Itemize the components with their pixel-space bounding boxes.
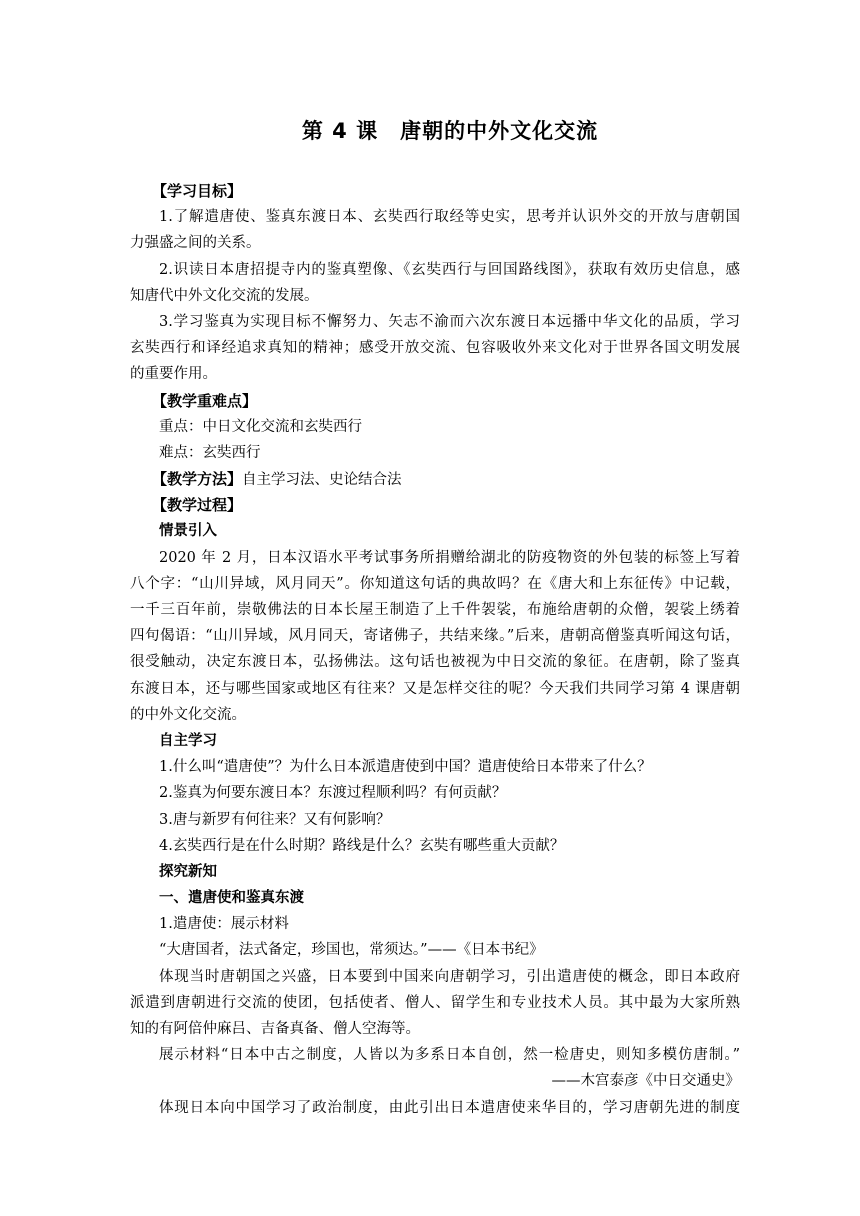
lesson-title: 第 4 课 唐朝的中外文化交流 bbox=[301, 119, 599, 143]
intro-header: 情景引入 bbox=[159, 523, 217, 540]
intro-line-1: 2020 年 2 月，日本汉语水平考试事务所捐赠给湖北的防疫物资的外包装的标签上写着 bbox=[159, 549, 740, 566]
question-4: 4.玄奘西行是在什么时期？路线是什么？玄奘有哪些重大贡献？ bbox=[159, 837, 565, 854]
intro-line-4: 四句偈语：“山川异域，风月同天，寄诸佛子，共结来缘。”后来，唐朝高僧鉴真听闻这句话， bbox=[130, 628, 740, 645]
self-study-header: 自主学习 bbox=[159, 732, 217, 749]
objective-1-line-2: 力强盛之间的关系。 bbox=[130, 235, 261, 252]
part-1-subheading: 1.遣唐使：展示材料 bbox=[159, 916, 289, 933]
document-body bbox=[130, 178, 740, 1121]
explore-header: 探究新知 bbox=[159, 863, 217, 880]
method-header: 【教学方法】 bbox=[152, 470, 243, 489]
key-point: 重点：中日文化交流和玄奘西行 bbox=[159, 418, 362, 435]
objectives-header: 【学习目标】 bbox=[152, 182, 243, 200]
part-1-quote: “大唐国者，法式备定，珍国也，常须达。”——《日本书纪》 bbox=[159, 942, 544, 959]
part-1-header: 一、遣唐使和鉴真东渡 bbox=[159, 890, 304, 907]
question-3: 3.唐与新罗有何往来？又有何影响？ bbox=[159, 811, 391, 828]
question-1: 1.什么叫“遣唐使”？为什么日本派遣唐使到中国？遣唐使给日本带来了什么？ bbox=[159, 759, 652, 776]
intro-line-2: 八个字：“山川异域，风月同天”。你知道这句话的典故吗？在《唐大和上东征传》中记载， bbox=[130, 575, 740, 592]
intro-line-3: 一千三百年前，崇敬佛法的日本长屋王制造了上千件袈裟，布施给唐朝的众僧，袈裟上绣着 bbox=[130, 602, 740, 618]
objective-3-line-1: 3.学习鉴真为实现目标不懈努力、矢志不渝而六次东渡日本远播中华文化的品质，学习 bbox=[159, 313, 740, 330]
part-1-last-line: 体现日本向中国学习了政治制度，由此引出日本遣唐使来华目的，学习唐朝先进的制度 bbox=[159, 1099, 740, 1116]
part-1-line-3: 知的有阿倍仲麻吕、吉备真备、僧人空海等。 bbox=[130, 1021, 420, 1037]
intro-line-5: 很受触动，决定东渡日本，弘扬佛法。这句话也被视为中日交流的象征。在唐朝，除了鉴真 bbox=[130, 654, 740, 671]
part-1-source: ——木宫泰彦《中日交通史》 bbox=[551, 1073, 740, 1090]
key-points-header: 【教学重难点】 bbox=[152, 391, 258, 410]
objective-3-line-3: 的重要作用。 bbox=[130, 366, 217, 383]
method-line bbox=[130, 466, 740, 492]
process-header: 【教学过程】 bbox=[152, 496, 243, 515]
intro-line-7: 的中外文化交流。 bbox=[130, 706, 246, 723]
difficult-point: 难点：玄奘西行 bbox=[159, 444, 261, 461]
intro-line-6: 东渡日本，还与哪些国家或地区有往来？又是怎样交往的呢？今天我们共同学习第 4 课唐朝 bbox=[130, 680, 740, 697]
part-1-line-2: 派遣到唐朝进行交流的使团，包括使者、僧人、留学生和专业技术人员。其中最为大家所熟 bbox=[130, 994, 740, 1011]
objective-3-line-2: 玄奘西行和译经追求真知的精神；感受开放交流、包容吸收外来文化对于世界各国文明发展 bbox=[130, 340, 740, 357]
method-text: 自主学习法、史论结合法 bbox=[242, 472, 402, 489]
objective-2-line-1: 2.识读日本唐招提寺内的鉴真塑像、《玄奘西行与回国路线图》，获取有效历史信息，感 bbox=[159, 261, 740, 278]
part-1-line-1: 体现当时唐朝国之兴盛，日本要到中国来向唐朝学习，引出遣唐使的概念，即日本政府 bbox=[159, 968, 740, 985]
objective-1-line-1: 1.了解遣唐使、鉴真东渡日本、玄奘西行取经等史实，思考并认识外交的开放与唐朝国 bbox=[159, 209, 740, 226]
question-2: 2.鉴真为何要东渡日本？东渡过程顺利吗？有何贡献？ bbox=[159, 785, 507, 802]
part-1-material: 展示材料“日本中古之制度，人皆以为多系日本自创，然一检唐史，则知多模仿唐制。” bbox=[159, 1047, 740, 1064]
objective-2-line-2: 知唐代中外文化交流的发展。 bbox=[130, 287, 319, 304]
